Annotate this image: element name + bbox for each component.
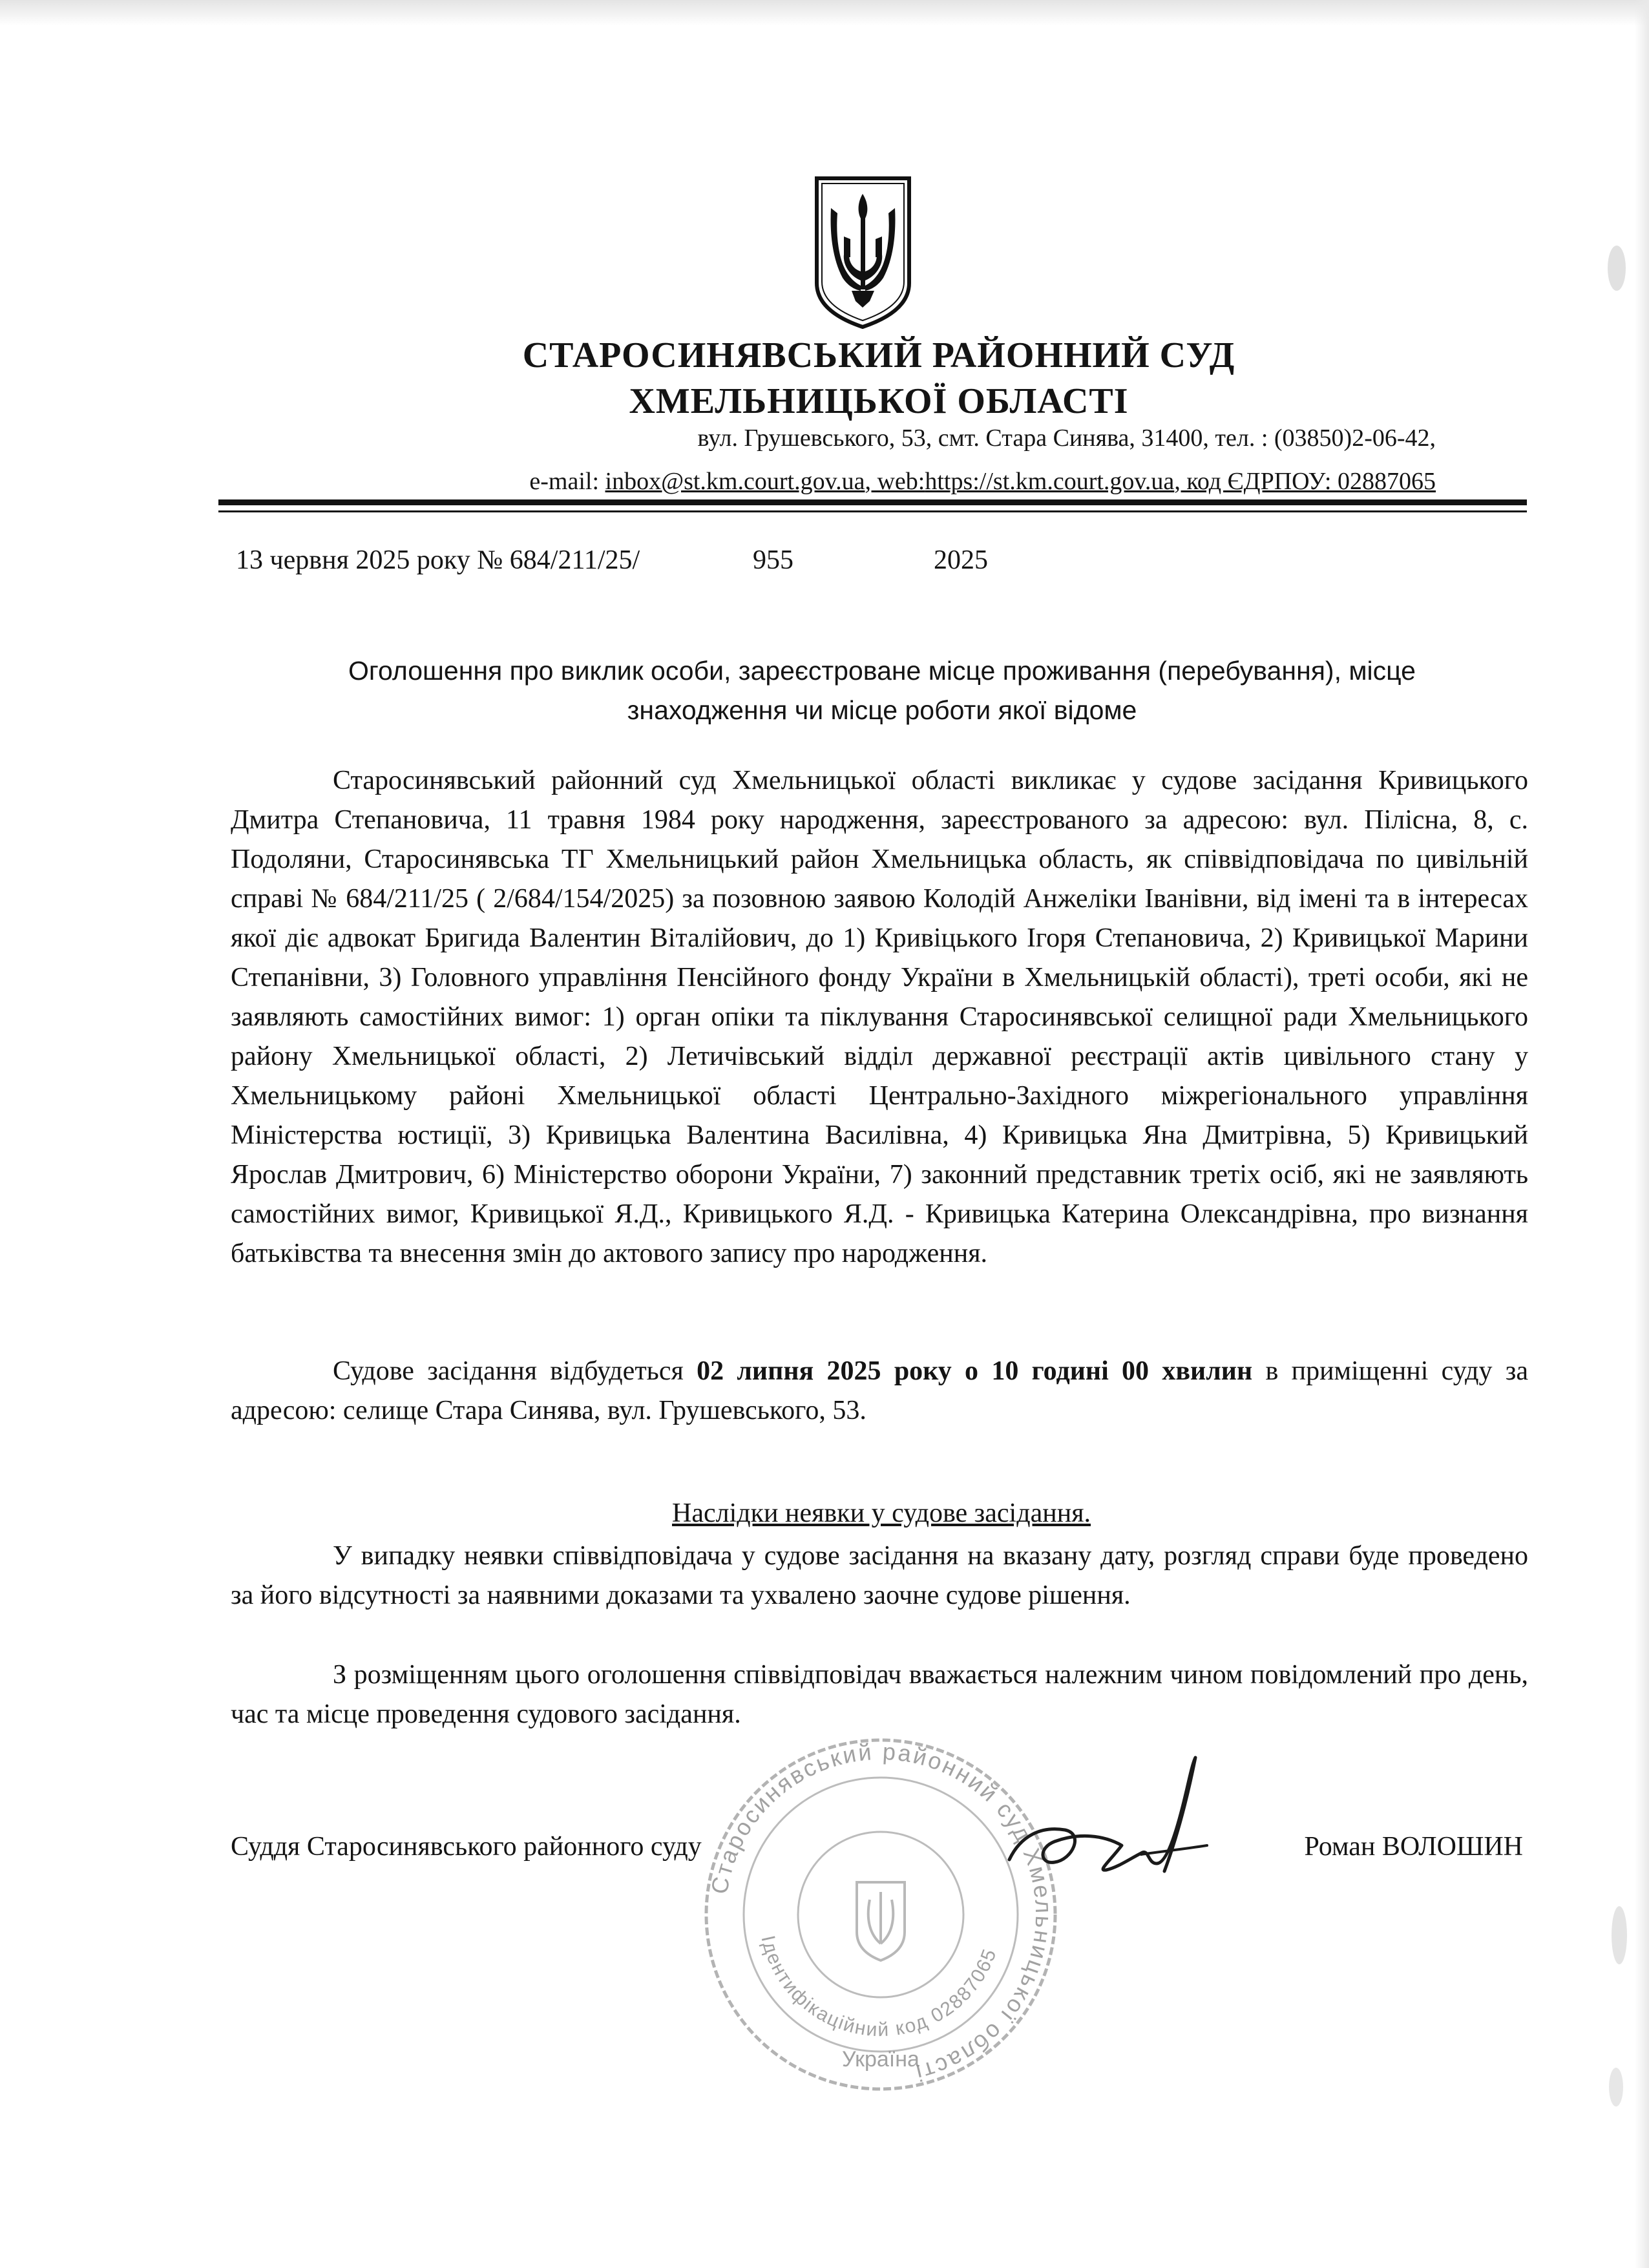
outgoing-number: 955 <box>753 545 793 575</box>
announcement-title <box>252 651 1512 730</box>
announcement-title-line1: Оголошення про виклик особи, зареєстроване місце проживання (перебування), місце <box>348 656 1416 686</box>
announcement-title-line2: знаходження чи місце роботи якої відоме <box>627 695 1137 725</box>
seal-country: Україна <box>842 2047 919 2072</box>
seal-outer-text: Старосинявський районний суд Хмельницької області <box>706 1738 1058 2087</box>
court-contacts <box>529 467 1436 496</box>
web-link[interactable]: https://st.km.court.gov.ua <box>925 468 1175 495</box>
edrpou-code: , код ЄДРПОУ: 02887065 <box>1174 468 1436 495</box>
signer-name: Роман ВОЛОШИН <box>1304 1832 1523 1862</box>
consequences-paragraph-2: З розміщенням цього оголошення співвідповідач вважається належним чином повідомлений про день, час та місце проведення судового засідання. <box>231 1660 1528 1729</box>
hearing-prefix: Судове засідання відбудеться <box>333 1356 697 1386</box>
judge-handwritten-signature <box>995 1745 1215 1887</box>
court-name-line1: СТАРОСИНЯВСЬКИЙ РАЙОННИЙ СУД <box>522 335 1235 375</box>
svg-text:Ідентифікаційний код 02887065 <box>757 1934 1001 2041</box>
scan-speck <box>1608 246 1626 291</box>
hearing-suffix: в приміщенні суду за адресою: селище Стара Синява, вул. Грушевського, 53. <box>231 1356 1529 1425</box>
scan-speck <box>1609 2068 1623 2106</box>
seal-inner-text: Ідентифікаційний код 02887065 <box>757 1933 1002 2041</box>
email-label: e-mail: <box>529 468 605 495</box>
seal-trident-icon <box>857 1882 905 1960</box>
scan-edge-top <box>0 0 1649 26</box>
consequences-heading: Наслідки неявки у судове засідання. <box>672 1498 1091 1528</box>
trident-coat-of-arms-icon <box>813 174 913 330</box>
scan-speck <box>1612 1906 1627 1964</box>
email-link[interactable]: inbox@st.km.court.gov.ua <box>605 468 865 495</box>
court-address: вул. Грушевського, 53, смт. Стара Синява, 31400, тел. : (03850)2-06-42, <box>697 425 1436 452</box>
web-label: , web: <box>865 468 925 495</box>
summons-body: Старосинявський районний суд Хмельницької області викликає у судове засідання Кривицького Дмитра Степановича, 11 травня 1984 року народження, зареєстрованого за адресою: вул. Пілісна, 8, с. Подоляни, Старосинявська ТГ Хмельницький район Хмельницька область, як співвідповідача по цивільній справі № 684/211/25 ( 2/684/154/2025) за позовною заявою Колодій Анжеліки Іванівни, від імені та в інтересах якої діє адвокат Бригида Валентин Віталійович, до 1) Кривіцького Ігоря Степановича, 2) Кривицької Марини Степанівни, 3) Головного управління Пенсійного фонду України в Хмельницькій області), треті особи, які не заявляють самостійних вимог: 1) орган опіки та піклування Старосинявської селищної ради Хмельницького району Хмельницької області, 2) Летичівський відділ державної реєстрації актів цивільного стану у Хмельницькому районі Хмельницької області Центрально-Західного міжрегіонального управління Міністерства юстиції, 3) Кривицька Валентина Василівна, 4) Кривицька Яна Дмитрівна, 5) Кривицький Ярослав Дмитрович, 6) Міністерство оборони України, 7) законний представник третіх осіб, які не заявляють самостійних вимог, Кривицької Я.Д., Кривицького Я.Д. - Кривицька Катерина Олександрівна, про визнання батьківства та внесення змін до актового запису про народження. <box>231 766 1528 1268</box>
signer-position: Суддя Старосинявського районного суду <box>231 1832 702 1862</box>
header-divider-thin <box>218 510 1527 512</box>
hearing-datetime: 02 липня 2025 року о 10 годині 00 хвилин <box>697 1356 1253 1386</box>
scan-edge-right <box>1635 0 1649 2268</box>
hearing-paragraph <box>231 1352 1528 1431</box>
header-divider-thick <box>218 499 1527 505</box>
court-name-line2: ХМЕЛЬНИЦЬКОЇ ОБЛАСТІ <box>629 381 1129 421</box>
registration-date-case: 13 червня 2025 року № 684/211/25/ <box>236 545 640 575</box>
registration-year: 2025 <box>934 545 988 575</box>
consequences-paragraph-1: У випадку неявки співвідповідача у судове засідання на вказану дату, розгляд справи буде проведено за його відсутності за наявними доказами та ухвалено заочне судове рішення. <box>231 1541 1528 1610</box>
